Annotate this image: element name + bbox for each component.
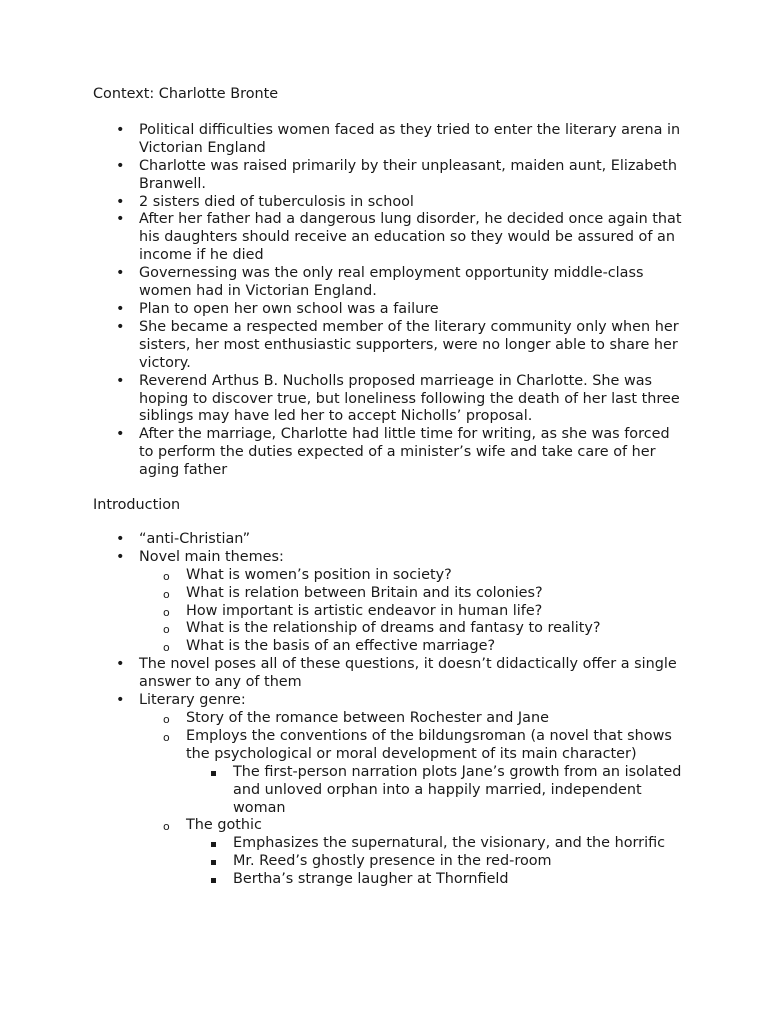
context-bullet-list (93, 122, 683, 480)
list-item: o What is the basis of an effective marriage? (139, 638, 683, 656)
introduction-heading: Introduction (93, 497, 181, 514)
list-item: • Plan to open her own school was a failure (93, 301, 683, 319)
introduction-bullet-list (93, 531, 683, 889)
list-item: • Charlotte was raised primarily by their unpleasant, maiden aunt, Elizabeth Branwell. (93, 158, 683, 194)
list-item: The first-person narration plots Jane’s growth from an isolated and unloved orphan into a happily married, independent woman (186, 764, 683, 818)
themes-sublist (139, 567, 683, 657)
genre-item (93, 692, 683, 889)
list-item: o What is relation between Britain and its colonies? (139, 585, 683, 603)
bildungsroman-item (139, 728, 683, 818)
gothic-sublist (186, 835, 683, 889)
bildungsroman-sublist (186, 764, 683, 818)
list-item: • The novel poses all of these questions, it doesn’t didactically offer a single answer to any of them (93, 656, 683, 692)
list-item: o What is women’s position in society? (139, 567, 683, 585)
bildungsroman-text: o Employs the conventions of the bildungsroman (a novel that shows the psychological or moral development of its main character) (186, 727, 672, 762)
list-item: • 2 sisters died of tuberculosis in school (93, 194, 683, 212)
genre-sublist (139, 710, 683, 889)
list-item: o How important is artistic endeavor in human life? (139, 603, 683, 621)
themes-label: • Novel main themes: (139, 548, 284, 565)
list-item: Bertha’s strange laugher at Thornfield (186, 871, 683, 889)
list-item: Emphasizes the supernatural, the visionary, and the horrific (186, 835, 683, 853)
document-page (93, 86, 683, 889)
list-item: • Governessing was the only real employment opportunity middle-class women had in Victorian England. (93, 265, 683, 301)
list-item: • After the marriage, Charlotte had little time for writing, as she was forced to perform the duties expected of a minister’s wife and take care of her aging father (93, 426, 683, 480)
list-item: Mr. Reed’s ghostly presence in the red-room (186, 853, 683, 871)
themes-item (93, 549, 683, 656)
list-item: • Reverend Arthus B. Nucholls proposed marrieage in Charlotte. She was hoping to discover true, but loneliness following the death of her last three siblings may have led her to accept Nicholls’ proposal. (93, 373, 683, 427)
gothic-item (139, 817, 683, 889)
context-heading: Context: Charlotte Bronte (93, 86, 279, 102)
list-item: o What is the relationship of dreams and fantasy to reality? (139, 620, 683, 638)
list-item: • Political difficulties women faced as they tried to enter the literary arena in Victorian England (93, 122, 683, 158)
genre-label: • Literary genre: (139, 692, 246, 709)
list-item: o Story of the romance between Rochester and Jane (139, 710, 683, 728)
gothic-text: o The gothic (186, 817, 262, 834)
list-item: • After her father had a dangerous lung disorder, he decided once again that his daughters should receive an education so they would be assured of an income if he died (93, 211, 683, 265)
list-item: • “anti-Christian” (93, 531, 683, 549)
list-item: • She became a respected member of the literary community only when her sisters, her most enthusiastic supporters, were no longer able to share her victory. (93, 319, 683, 373)
